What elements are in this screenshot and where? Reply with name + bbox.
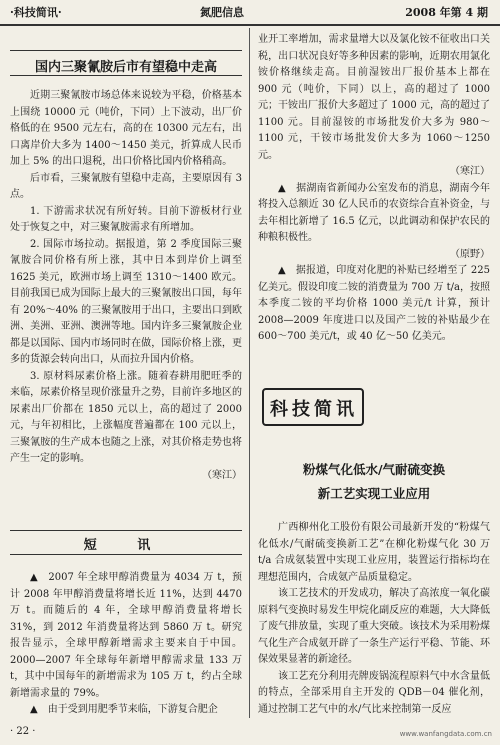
article-body-gasification: [258, 520, 490, 718]
column-label: ·科技简讯·: [10, 6, 62, 19]
journal-name: 氮肥信息: [200, 6, 244, 19]
paragraph: 后市看，三聚氰胺有望稳中走高，主要原因有 3 点。: [10, 172, 242, 200]
page-number: · 22 ·: [10, 726, 36, 737]
short-news-rule-top: [10, 530, 242, 531]
article-body-melamine: [10, 88, 242, 484]
news-item: ▲ 由于受到用肥季节来临，下游复合肥企: [30, 704, 218, 715]
page-header: [0, 0, 500, 26]
title-line: 新工艺实现工业应用: [317, 486, 431, 501]
short-news-body-right: [258, 32, 490, 346]
paragraph: 2. 国际市场拉动。据报道，第 2 季度国际三聚氰胺合同价格有所上涨，其中日本到岸价上调至 1625 美元，欧洲市场上调至 1310～1400 欧元。目前我国已成为国际上最大的三聚氰胺出口国，每年有 20%～40% 的三聚氰胺用于出口，主要出口到欧洲、美洲、亚洲、澳洲等地。国内许多三聚氰胺企业都是以国际、国内市场同时在做，国际价格上涨，更多的货源会转向出口，从而拉升国内价格。: [10, 238, 242, 365]
news-item-continued: 业开工率增加，需求量增大以及氯化铵不征收出口关税，出口状况良好等多种因素的影响，近期农用氯化铵价格继续走高。目前湿铵出厂报价基本上都在 900 元（吨价，下同）以上，高的超过了 1000 元；干铵出厂报价大多超过了 1000 元，高的超过了 1100 元。目前湿铵的市场批发价大多为 980～1100 元，干铵市场批发价大多为 1060～1250 元。: [258, 34, 490, 161]
news-item: ▲ 据湖南省新闻办公室发布的消息，湖南今年将投入总额近 30 亿人民币的农资综合直补资金，与去年相比新增了 16.5 亿元，以此调动和保护农民的种粮积极性。: [258, 182, 490, 243]
section-label-box: [262, 388, 364, 426]
issue-label: 2008 年第 4 期: [405, 6, 488, 19]
author-signature: （原野）: [450, 248, 490, 260]
author-signature: （寒江）: [202, 469, 242, 481]
article-title-melamine: 国内三聚氰胺后市有望稳中走高: [34, 60, 217, 75]
short-news-body-left: [10, 570, 242, 719]
article-title-gasification: [258, 458, 490, 506]
title-rule-bottom: [10, 75, 242, 76]
short-news-rule-bottom: [10, 554, 242, 555]
author-signature: （寒江）: [450, 166, 490, 177]
column-divider: [249, 28, 250, 718]
paragraph: 广西柳州化工股份有限公司最新开发的“粉煤气化低水/气耐硫变换新工艺”在柳化粉煤气化 30 万 t/a 合成氨装置中实现工业应用，装置运行指标均在理想范围内，合成氨产品质量稳定。: [258, 522, 490, 583]
news-item: ▲ 2007 年全球甲醇消费量为 4034 万 t，预计 2008 年甲醇消费量将增长近 11%，达到 4470 万 t。而随后的 4 年，全球甲醇消费量将增长 31%，到 2012 年消费量将达到 5860 万 t。研究报告显示，全球甲醇新增需求主要来自于中国。2000—2007 年全球每年新增甲醇需求量 133 万 t，其中中国每年的新增需求为 105 万 t，约占全球新增需求量的 79%。: [10, 572, 242, 699]
short-news-heading: 短 讯: [83, 538, 169, 553]
paragraph: 该工艺充分利用壳牌废锅流程原料气中水含量低的特点，全部采用自主开发的 QDB－04 催化剂，通过控制工艺气中的水/气比来控制第一反应: [258, 670, 490, 715]
paragraph: 该工艺技术的开发成功，解决了高浓度一氧化碳原料气变换时易发生甲烷化副反应的难题，大大降低了废气排放量，实现了重大突破。该技术为采用粉煤气化生产合成氨开辟了一条生产运行平稳、节能、环保效果显著的新途径。: [258, 588, 490, 665]
paragraph: 近期三聚氰胺市场总体来说较为平稳，价格基本上围绕 10000 元（吨价，下同）上下波动，出厂价格低的在 9500 元左右，高的在 10300 元左右，出口离岸价大多为 1400～1450 美元，折算成人民币加上 5% 的出口退税，出口价格比国内价格稍高。: [10, 90, 242, 167]
paragraph: 1. 下游需求状况有所好转。目前下游板材行业处于恢复之中，对三聚氰胺需求有所增加。: [10, 205, 242, 233]
news-item: ▲ 据报道，印度对化肥的补贴已经增至了 225 亿美元。假设印度二铵的消费量为 700 万 t/a，按照本季度二铵的平均价格 1000 美元/t 计算，预计 2008—2009 年度进口以及国产二铵的补贴最少在 600～700 美元/t，或 40 亿～50 亿美元。: [258, 265, 490, 342]
watermark: www.wanfangdata.com.cn: [399, 730, 492, 738]
title-line: 粉煤气化低水/气耐硫变换: [302, 462, 446, 477]
title-rule-top: [10, 50, 242, 51]
section-label: 科技简讯: [270, 399, 358, 420]
paragraph: 3. 原材料尿素价格上涨。随着春耕用肥旺季的来临，尿素价格呈现价涨量升之势，目前许多地区的尿素出厂价都在 1850 元以上，高的超过了 2000 元，与年初相比，上涨幅度普遍都在 100 元以上，三聚氰胺的生产成本也随之上涨，对其价格走势也将产生一定的影响。: [10, 370, 242, 464]
